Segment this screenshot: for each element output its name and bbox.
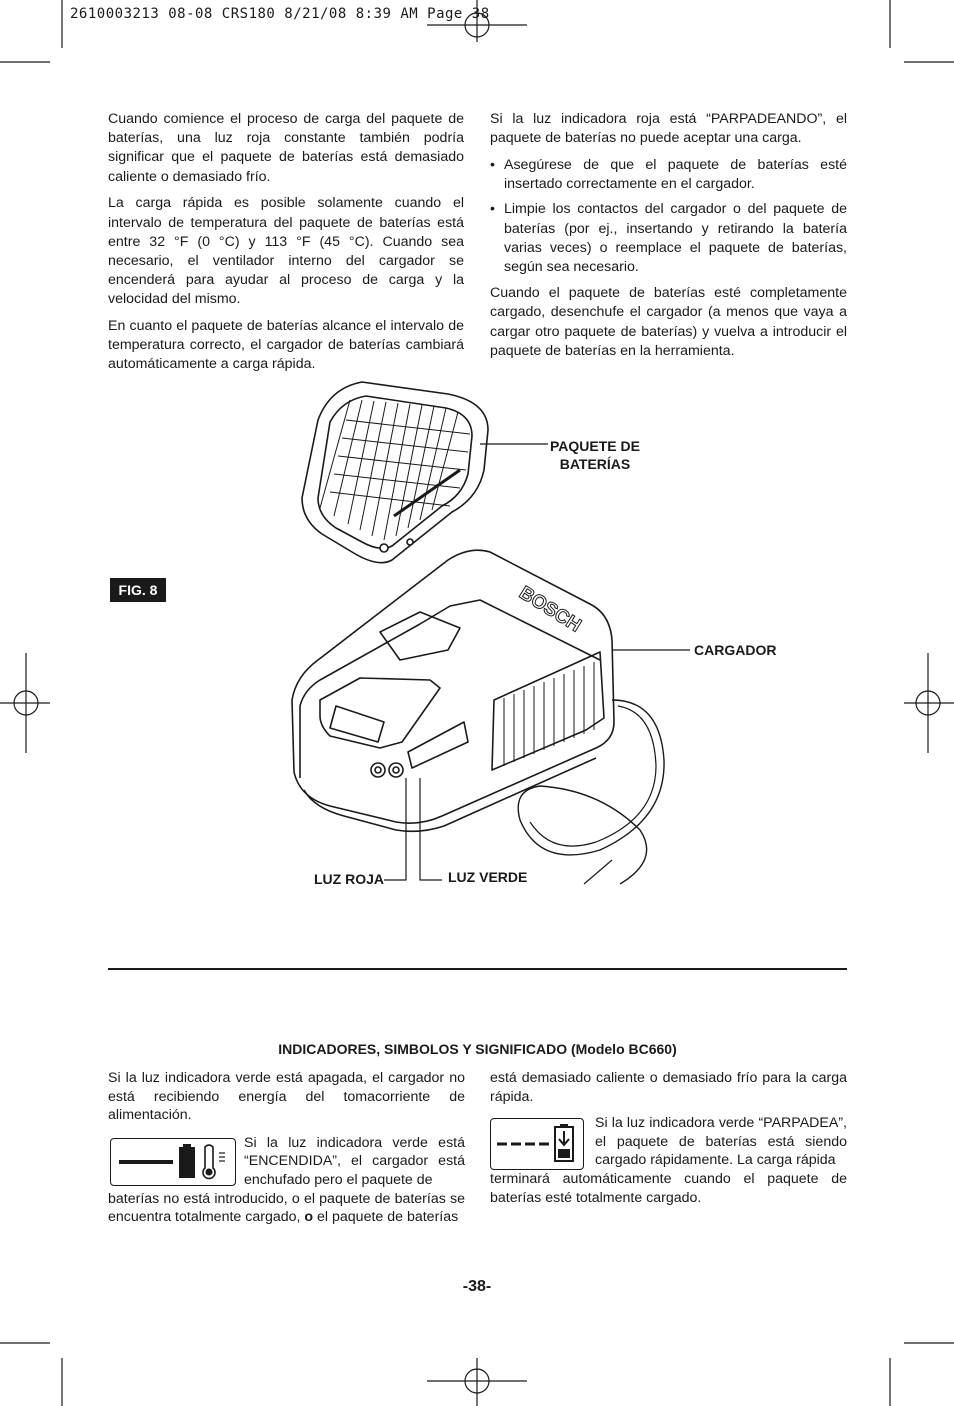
symbol-row [108,1134,465,1190]
green-light-indicator [389,763,403,777]
paragraph: En cuanto el paquete de baterías alcance el intervalo de temperatura correcto, el cargador de baterías cambiará automáticamente a carga rápida. [108,318,464,373]
paragraph [108,1190,465,1227]
text-run: el paquete de baterías [317,1209,459,1225]
print-slug: 2610003213 08-08 CRS180 8/21/08 8:39 AM Page 38 [70,6,490,22]
paragraph: Si la luz indicadora verde está apagada, el cargador no está recibiendo energía del tomacorriente de alimentación. [108,1070,465,1123]
solid-light-thermometer-icon [111,1139,235,1185]
paragraph: Cuando comience el proceso de carga del paquete de baterías, una luz roja constante también podría significar que el paquete de baterías está demasiado caliente o demasiado frío. [108,111,464,185]
bullet-item: • Asegúrese de que el paquete de baterías esté insertado correctamente en el cargador. [490,156,847,194]
paragraph: La carga rápida es posible solamente cuando el intervalo de temperatura del paquete de baterías está entre 32 °F (0 °C) y 113 °F (45 °C). Cuando sea necesario, el ventilador interno del cargador se encenderá para ayudar al proceso de carga y la velocidad del mismo. [108,195,464,308]
flashing-light-charging-icon [491,1119,583,1169]
section-title: INDICADORES, SIMBOLOS Y SIGNIFICADO (Modelo BC660) [278,1041,677,1057]
solid-green-symbol [110,1138,236,1186]
symbol-description: Si la luz indicadora verde está “ENCENDIDA”, el cargador está enchufado pero el paquete de [244,1134,465,1188]
symbol-description: Si la luz indicadora verde “PARPADEA”, el paquete de baterías está siendo cargado rápidamente. La carga rápida [595,1115,847,1168]
label-line: BATERÍAS [559,456,631,472]
paragraph: terminará automáticamente cuando el paquete de baterías esté totalmente cargado. [490,1171,847,1206]
red-light-indicator [371,763,385,777]
paragraph: está demasiado caliente o demasiado frío para la carga rápida. [490,1070,847,1105]
indicator-left-column [108,1069,465,1227]
battery-pack-label [548,437,642,473]
indicator-right-column [490,1069,847,1207]
brand-logo: BOSCH [515,582,585,637]
figure-tag: FIG. 8 [110,578,166,602]
flashing-green-symbol [490,1118,584,1170]
label-line: PAQUETE DE [550,438,640,454]
section-divider [108,968,847,970]
text-run: baterías no está introducido, o el paquete de baterías se encuentra totalmente cargado, [108,1190,465,1225]
green-light-label: LUZ VERDE [448,869,528,885]
charger-label: CARGADOR [694,642,777,658]
paragraph: Cuando el paquete de baterías esté completamente cargado, desenchufe el cargador (a menos que vaya a cargar otro paquete de baterías) y vuelva a introducir el paquete de baterías en la herramienta. [490,285,847,359]
page-number: -38- [462,1278,492,1295]
paragraph: Si la luz indicadora roja está “PARPADEANDO”, el paquete de baterías no puede aceptar una carga. [490,111,847,147]
red-light-label: LUZ ROJA [314,871,384,887]
symbol-row [490,1114,847,1170]
bullet-item: • Limpie los contactos del cargador o del paquete de baterías (por ej., insertando y retirando la batería varias veces) o reemplace el paquete de baterías, según sea necesario. [490,200,847,277]
charger-body-shape [292,550,614,823]
emphasis-o: o [304,1209,314,1225]
